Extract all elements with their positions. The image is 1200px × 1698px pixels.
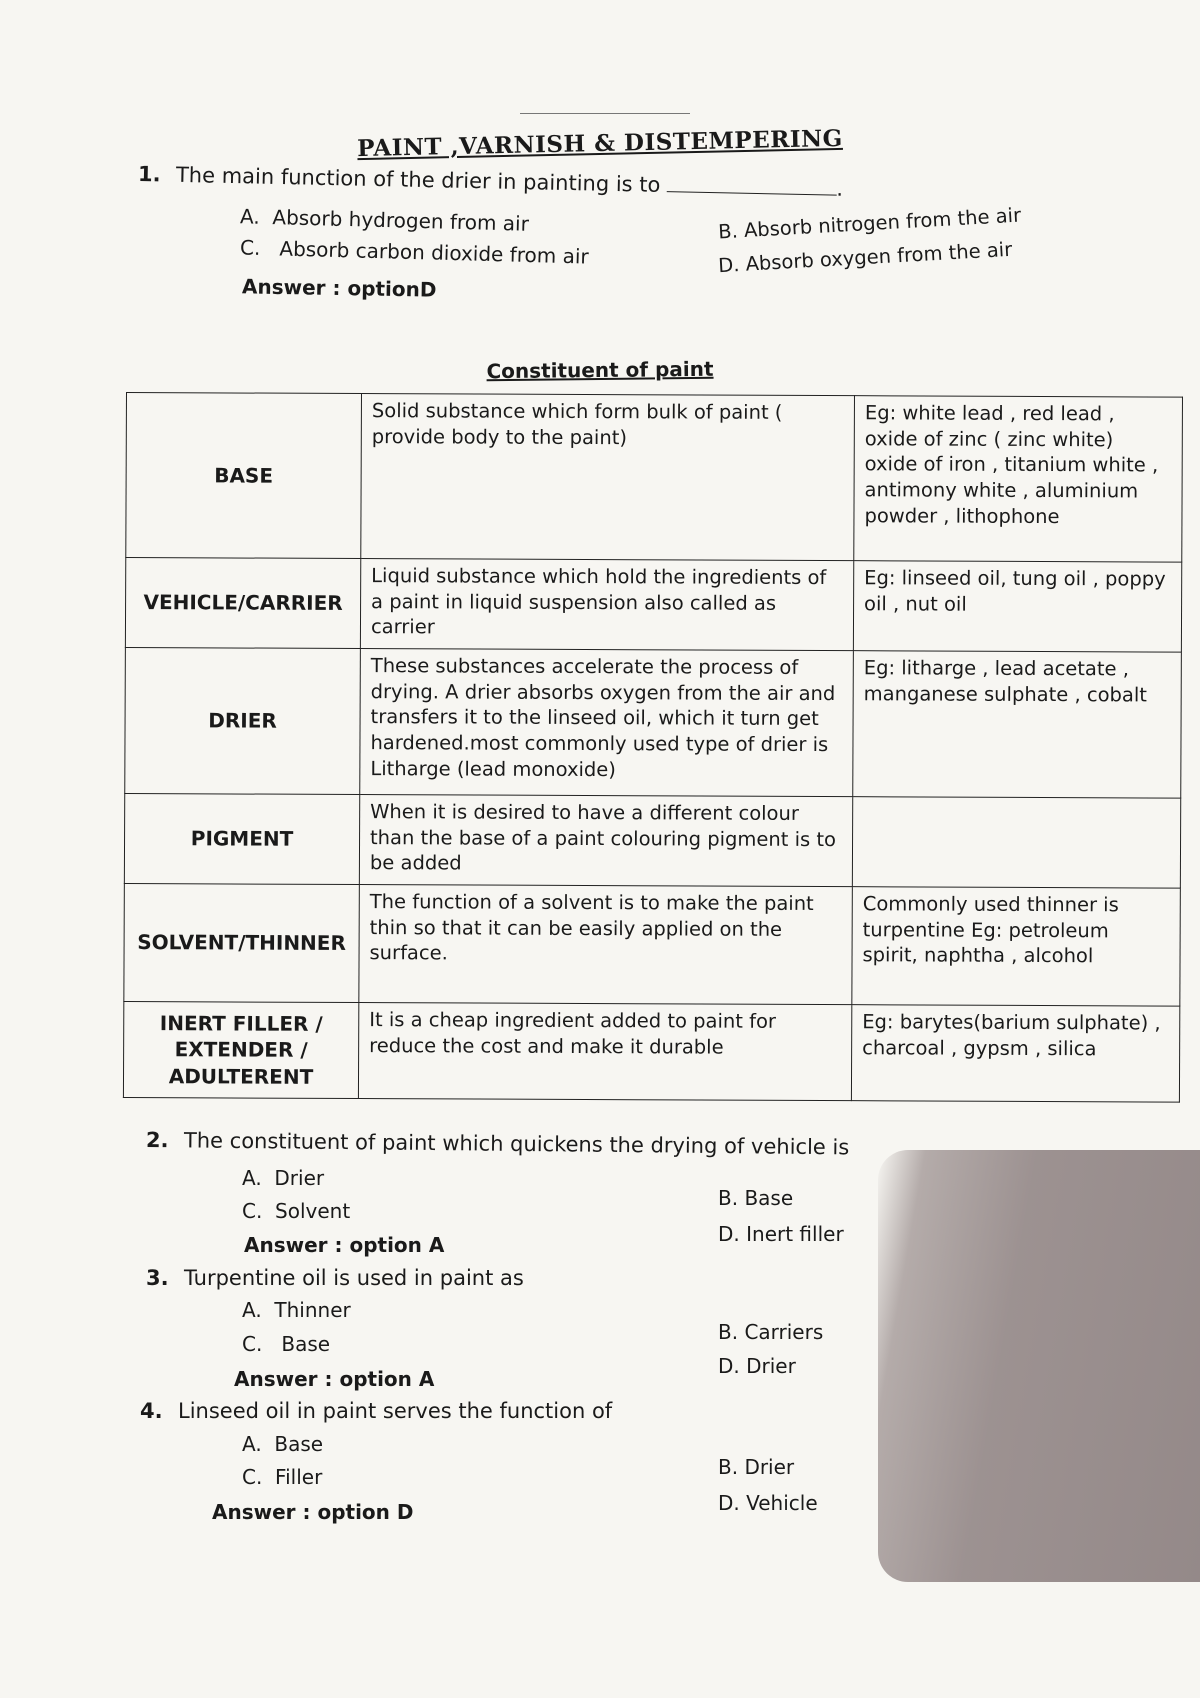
constituent-description: Liquid substance which hold the ingredients of a paint in liquid suspension also called as carrier [360,559,853,651]
option-text: Absorb hydrogen from air [272,205,530,236]
option-b [718,1186,793,1210]
answer-blank [666,191,836,196]
constituent-name: INERT FILLER / EXTENDER / ADULTERENT [123,1001,358,1098]
question-4 [140,1399,612,1423]
option-b [718,204,1022,244]
constituent-name: PIGMENT [124,793,359,884]
option-letter: C. [239,235,261,260]
answer-4: Answer : option D [212,1500,414,1524]
option-c [240,235,589,268]
blank-end: . [836,176,844,201]
option-text: Drier [274,1166,325,1190]
option-text: Absorb oxygen from the air [744,237,1013,276]
option-text: Inert filler [746,1222,844,1246]
option-letter: D. [717,253,741,278]
option-c [242,1332,330,1356]
option-a [242,1166,324,1190]
constituent-description: It is a cheap ingredient added to paint for reduce the cost and make it durable [358,1003,851,1101]
option-b [718,1455,794,1479]
constituent-description: The function of a solvent is to make the paint thin so that it can be easily applied on the surface. [359,885,853,1005]
option-text: Vehicle [746,1491,818,1515]
option-a [242,1298,351,1322]
option-d [718,1354,796,1378]
option-text: Drier [746,1354,796,1378]
option-text: Carriers [744,1320,824,1344]
constituent-examples: Commonly used thinner is turpentine Eg: petroleum spirit, naphtha , alcohol [852,887,1181,1006]
constituent-description: When it is desired to have a different colour than the base of a paint colouring pigment is to be added [359,795,852,887]
top-rule [520,113,690,114]
question-number: 4. [140,1399,163,1423]
option-text: Solvent [275,1199,351,1223]
option-d [718,1491,818,1515]
question-text: The constituent of paint which quickens the drying of vehicle is [183,1128,850,1160]
section-heading: Constituent of paint [486,356,714,384]
option-b [718,1320,823,1344]
question-2 [146,1128,849,1159]
option-letter: A. [242,1298,262,1322]
constituent-examples [852,797,1180,888]
option-letter: B. [718,1455,739,1479]
question-text: Linseed oil in paint serves the function of [178,1399,613,1423]
option-letter: A. [242,1432,262,1456]
constituent-name: BASE [126,393,362,559]
question-text: The main function of the drier in painting is to [175,162,661,197]
constituent-name: VEHICLE/CARRIER [125,558,360,649]
table-row [124,793,1180,888]
constituents-table [123,392,1183,1103]
option-letter: D. [718,1491,740,1515]
constituent-examples: Eg: linseed oil, tung oil , poppy oil , nut oil [853,561,1181,652]
option-letter: B. [718,1186,739,1210]
question-1 [138,162,844,201]
option-letter: C. [242,1465,263,1489]
option-letter: A. [239,204,261,229]
option-letter: D. [718,1354,740,1378]
question-number: 1. [137,162,161,187]
question-text: Turpentine oil is used in paint as [184,1266,524,1290]
option-text: Absorb nitrogen from the air [743,203,1022,243]
option-letter: C. [242,1332,263,1356]
option-c [242,1199,350,1223]
question-number: 3. [146,1266,169,1290]
table-row [125,647,1182,798]
question-number: 2. [145,1128,169,1153]
option-text: Absorb carbon dioxide from air [279,236,589,269]
photo-shadow [878,1150,1200,1582]
option-text: Filler [275,1465,323,1489]
option-a [240,204,529,236]
option-text: Base [281,1332,331,1356]
option-d [718,238,1013,277]
table-row [125,558,1181,653]
question-3 [146,1266,524,1290]
option-letter: C. [242,1199,263,1223]
option-letter: B. [717,219,739,244]
option-letter: B. [718,1320,739,1344]
option-letter: A. [242,1166,262,1190]
page-title: PAINT ,VARNISH & DISTEMPERING [356,124,844,163]
answer-1: Answer : optionD [241,274,437,302]
option-c [242,1465,322,1489]
option-d [718,1222,844,1246]
option-text: Thinner [274,1298,351,1322]
option-text: Base [744,1186,794,1210]
option-text: Drier [744,1455,795,1479]
constituent-examples: Eg: white lead , red lead , oxide of zinc ( zinc white) oxide of iron , titanium white , antimony white , aluminium powder , lithophone [854,396,1183,562]
constituent-examples: Eg: litharge , lead acetate , manganese sulphate , cobalt [853,651,1182,798]
table-row [123,1001,1179,1102]
answer-3: Answer : option A [234,1367,435,1391]
table-row [126,393,1183,563]
constituent-name: DRIER [125,647,361,794]
option-letter: D. [718,1222,740,1246]
constituent-description: These substances accelerate the process of drying. A drier absorbs oxygen from the air and transfers it to the linseed oil, which it turn get hardened.most commonly used type of drier is Litharge (lead monoxide) [360,649,854,797]
answer-2: Answer : option A [244,1233,445,1257]
constituent-description: Solid substance which form bulk of paint ( provide body to the paint) [361,394,855,561]
option-a [242,1432,323,1456]
option-text: Base [274,1432,324,1456]
constituent-examples: Eg: barytes(barium sulphate) , charcoal , gypsm , silica [851,1005,1179,1102]
constituent-name: SOLVENT/THINNER [124,883,360,1002]
table-row [124,883,1181,1006]
